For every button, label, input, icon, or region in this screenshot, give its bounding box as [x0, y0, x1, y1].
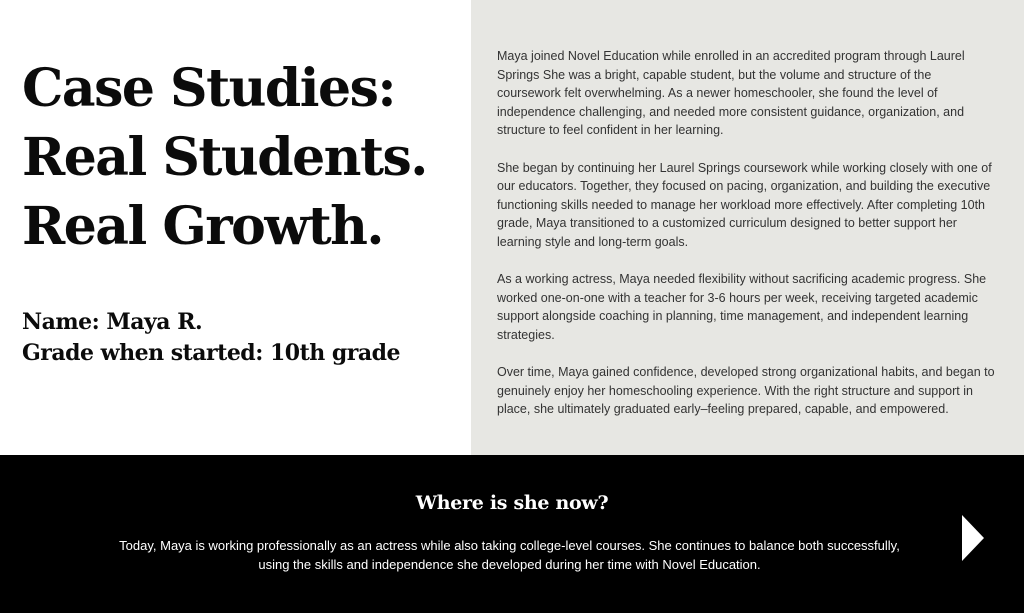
title-line-1: Case Studies: — [22, 58, 396, 119]
student-info — [22, 307, 462, 369]
title-line-2: Real Students. — [22, 127, 427, 188]
outcome-heading: Where is she now? — [415, 492, 609, 514]
student-name: Name: Maya R. — [22, 309, 203, 335]
page-title — [22, 54, 462, 261]
outcome-text: Today, Maya is working professionally as an actress while also taking college-level courses. She continues to balance both successfully, using the skills and independence she developed during her time with Novel Education. — [119, 538, 900, 572]
outcome-section — [0, 455, 1024, 613]
story-paragraph-1: Maya joined Novel Education while enrolled in an accredited program through Laurel Springs She was a bright, capable student, but the volume and structure of the coursework felt overwhelming. As a newer homeschooler, she found the level of independence challenging, and needed more consistent guidance, organization, and structure to feel confident in her learning. — [497, 49, 965, 138]
title-line-3: Real Growth. — [22, 196, 384, 257]
left-panel — [0, 0, 471, 455]
student-grade: Grade when started: 10th grade — [22, 340, 401, 366]
story-paragraph-2: She began by continuing her Laurel Springs coursework while working closely with one of our educators. Together, they focused on pacing, organization, and building the executive functioning skills needed to manage her workload more effectively. After completing 10th grade, Maya transitioned to a customized curriculum designed to better support her learning style and long-term goals. — [497, 160, 992, 249]
story-paragraph-4: Over time, Maya gained confidence, developed strong organizational habits, and began to genuinely enjoy her homeschooling experience. With the right structure and support in place, she ultimately graduated early–feeling prepared, capable, and empowered. — [497, 365, 995, 417]
play-arrow-icon — [952, 507, 992, 569]
story-text — [497, 47, 997, 437]
story-paragraph-3: As a working actress, Maya needed flexibility without sacrificing academic progress. She worked one-on-one with a teacher for 3-6 hours per week, receiving targeted academic support alongside coaching in planning, time management, and independent learning strategies. — [497, 272, 987, 342]
next-slide-button[interactable] — [952, 507, 992, 569]
